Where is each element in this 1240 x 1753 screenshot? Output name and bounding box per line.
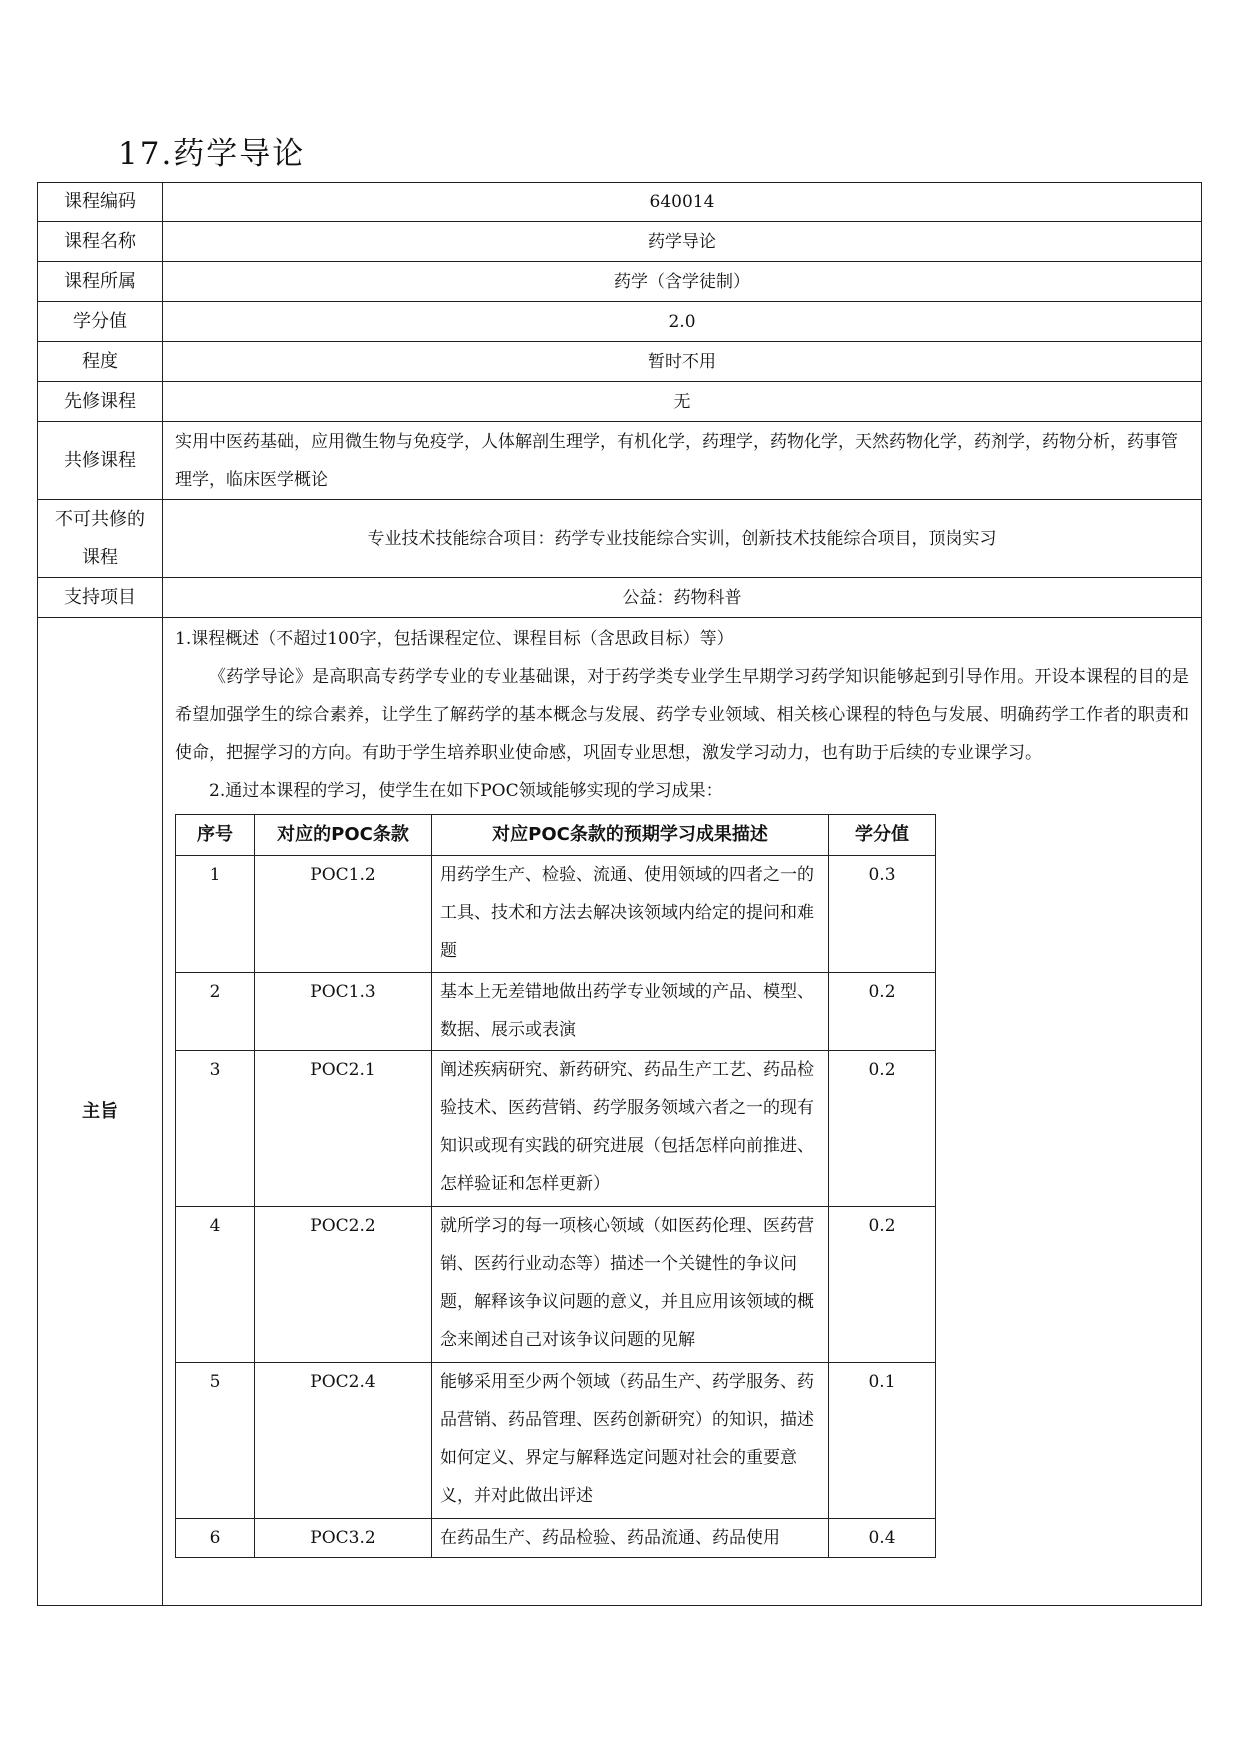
- row-prerequisite: [38, 382, 1202, 422]
- row-level: [38, 342, 1202, 382]
- poc-row: [176, 1207, 936, 1363]
- row-course-affiliation: [38, 262, 1202, 302]
- section1-body: 《药学导论》是高职高专药学专业的专业基础课，对于药学类专业学生早期学习药学知识能够起到引导作用。开设本课程的目的是希望加强学生的综合素养，让学生了解药学的基本概念与发展、药学专业领域、相关核心课程的特色与发展、明确药学工作者的职责和使命，把握学习的方向。有助于学生培养职业使命感，巩固专业思想，激发学习动力，也有助于后续的专业课学习。: [175, 667, 1189, 763]
- poc-row: [176, 973, 936, 1051]
- value-level: 暂时不用: [163, 342, 1202, 382]
- poc-header-credit: 学分值: [829, 815, 936, 856]
- label-exclusion-line1: 不可共修的: [55, 508, 145, 530]
- value-course-code: 640014: [163, 183, 1202, 222]
- row-credit: [38, 302, 1202, 342]
- label-course-code: 课程编码: [38, 183, 163, 222]
- poc-credit: 0.3: [829, 856, 936, 973]
- row-course-code: [38, 183, 1202, 222]
- poc-header-no: 序号: [176, 815, 255, 856]
- value-course-affiliation: 药学（含学徒制）: [163, 262, 1202, 302]
- course-info-table: [37, 182, 1202, 1606]
- poc-no: 6: [176, 1519, 255, 1558]
- poc-code: POC1.3: [255, 973, 432, 1051]
- poc-row: [176, 1519, 936, 1558]
- row-course-name: [38, 222, 1202, 262]
- poc-credit: 0.2: [829, 1051, 936, 1207]
- page-title: 17.药学导论: [118, 136, 306, 172]
- value-support-project: 公益：药物科普: [163, 578, 1202, 618]
- value-course-name: 药学导论: [163, 222, 1202, 262]
- poc-row: [176, 1051, 936, 1207]
- row-corequisite: [38, 422, 1202, 500]
- poc-no: 4: [176, 1207, 255, 1363]
- row-support-project: [38, 578, 1202, 618]
- label-corequisite: 共修课程: [38, 422, 163, 500]
- poc-credit: 0.1: [829, 1363, 936, 1519]
- label-exclusion: [38, 500, 163, 578]
- poc-desc: 阐述疾病研究、新药研究、药品生产工艺、药品检验技术、医药营销、药学服务领域六者之一的现有知识或现有实践的研究进展（包括怎样向前推进、怎样验证和怎样更新）: [432, 1051, 829, 1207]
- label-main: 主旨: [38, 618, 163, 1606]
- value-exclusion: 专业技术技能综合项目：药学专业技能综合实训，创新技术技能综合项目，顶岗实习: [163, 500, 1202, 578]
- poc-no: 3: [176, 1051, 255, 1207]
- poc-code: POC2.4: [255, 1363, 432, 1519]
- value-corequisite: 实用中医药基础，应用微生物与免疫学，人体解剖生理学，有机化学，药理学，药物化学，天然药物化学，药剂学，药物分析，药事管理学，临床医学概论: [163, 422, 1202, 500]
- label-course-name: 课程名称: [38, 222, 163, 262]
- poc-header-poc: 对应的POC条款: [255, 815, 432, 856]
- section1-heading: 1.课程概述（不超过100字，包括课程定位、课程目标（含思政目标）等）: [175, 629, 734, 649]
- label-course-affiliation: 课程所属: [38, 262, 163, 302]
- value-prerequisite: 无: [163, 382, 1202, 422]
- poc-credit: 0.2: [829, 1207, 936, 1363]
- poc-code: POC2.2: [255, 1207, 432, 1363]
- poc-no: 5: [176, 1363, 255, 1519]
- main-content: [163, 618, 1202, 1606]
- poc-header-row: [176, 815, 936, 856]
- poc-header-desc: 对应POC条款的预期学习成果描述: [432, 815, 829, 856]
- poc-row: [176, 1363, 936, 1519]
- poc-no: 2: [176, 973, 255, 1051]
- label-credit: 学分值: [38, 302, 163, 342]
- poc-desc: 就所学习的每一项核心领域（如医药伦理、医药营销、医药行业动态等）描述一个关键性的争议问题，解释该争议问题的意义，并且应用该领域的概念来阐述自己对该争议问题的见解: [432, 1207, 829, 1363]
- value-credit: 2.0: [163, 302, 1202, 342]
- poc-desc: 在药品生产、药品检验、药品流通、药品使用: [432, 1519, 829, 1558]
- poc-no: 1: [176, 856, 255, 973]
- row-exclusion: [38, 500, 1202, 578]
- poc-code: POC2.1: [255, 1051, 432, 1207]
- label-level: 程度: [38, 342, 163, 382]
- poc-desc: 基本上无差错地做出药学专业领域的产品、模型、数据、展示或表演: [432, 973, 829, 1051]
- label-exclusion-line2: 课程: [82, 546, 118, 568]
- poc-code: POC3.2: [255, 1519, 432, 1558]
- poc-credit: 0.4: [829, 1519, 936, 1558]
- poc-row: [176, 856, 936, 973]
- poc-desc: 用药学生产、检验、流通、使用领域的四者之一的工具、技术和方法去解决该领域内给定的提问和难题: [432, 856, 829, 973]
- poc-code: POC1.2: [255, 856, 432, 973]
- row-main: [38, 618, 1202, 1606]
- poc-credit: 0.2: [829, 973, 936, 1051]
- section2-heading: 2.通过本课程的学习，使学生在如下POC领域能够实现的学习成果：: [209, 781, 723, 801]
- label-support-project: 支持项目: [38, 578, 163, 618]
- label-prerequisite: 先修课程: [38, 382, 163, 422]
- poc-table: [175, 814, 936, 1558]
- poc-desc: 能够采用至少两个领域（药品生产、药学服务、药品营销、药品管理、医药创新研究）的知识，描述如何定义、界定与解释选定问题对社会的重要意义，并对此做出评述: [432, 1363, 829, 1519]
